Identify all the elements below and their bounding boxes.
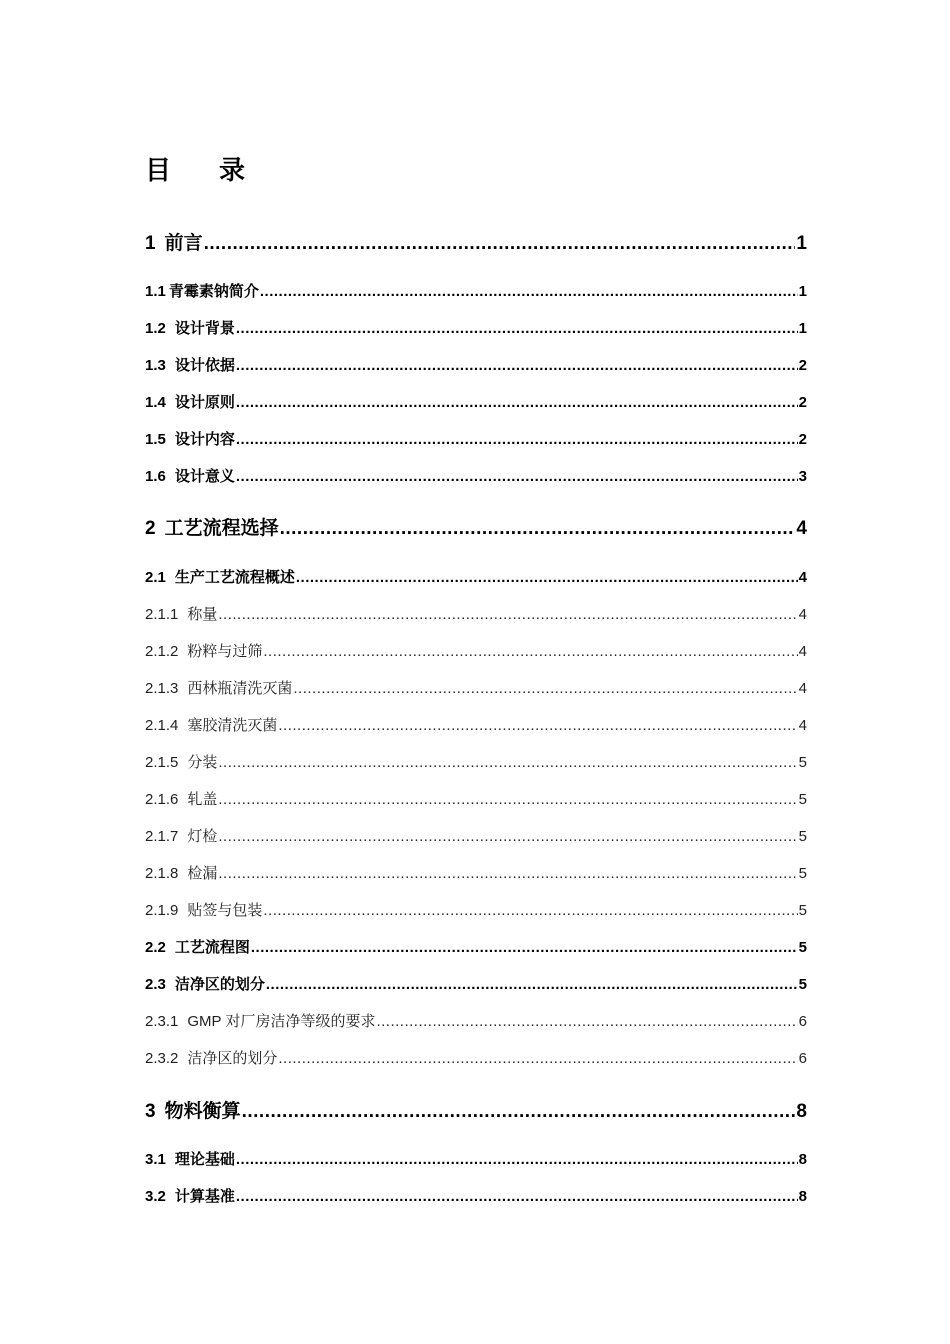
toc-entry-page: 6 (798, 1050, 807, 1067)
toc-entry[interactable] (145, 825, 807, 846)
toc-entry-number: 3.1 (145, 1151, 166, 1168)
toc-entry-label: 轧盖 (187, 791, 218, 808)
toc-entry-number: 2.3.2 (145, 1050, 179, 1067)
toc-title-char-2: 录 (219, 155, 246, 185)
toc-leader-dots (266, 976, 798, 993)
toc-entry-number: 1.4 (145, 394, 166, 411)
toc-entry[interactable] (145, 1185, 807, 1206)
toc-entry-page: 5 (798, 828, 807, 845)
toc-leader-dots (236, 468, 798, 485)
toc-entry[interactable] (145, 566, 807, 587)
toc-entry[interactable] (145, 354, 807, 375)
toc-leader-dots (218, 828, 797, 845)
toc-entry-number: 2.1.1 (145, 606, 179, 623)
toc-entry-label: 前言 (164, 233, 203, 254)
toc-entry[interactable] (145, 714, 807, 735)
toc-entry[interactable] (145, 1010, 807, 1031)
toc-entry[interactable] (145, 1148, 807, 1169)
toc-entry[interactable] (145, 751, 807, 772)
toc-entry-number: 3.2 (145, 1188, 166, 1205)
toc-entry-label: 检漏 (187, 865, 218, 882)
toc-leader-dots (251, 939, 798, 956)
toc-entry[interactable] (145, 677, 807, 698)
toc-entry-number: 2.1.4 (145, 717, 179, 734)
toc-entry-label: 称量 (187, 606, 218, 623)
toc-entry-label: 洁净区的划分 (174, 976, 265, 993)
toc-entry[interactable] (145, 280, 807, 301)
toc-entry-number: 2.1.5 (145, 754, 179, 771)
toc-entry-number: 2.1 (145, 569, 166, 586)
toc-entry[interactable] (145, 899, 807, 920)
toc-entry-page: 4 (798, 680, 807, 697)
toc-leader-dots (236, 320, 798, 337)
toc-entry-label: 工艺流程图 (174, 939, 250, 956)
toc-leader-dots (278, 1050, 797, 1067)
toc-entry-page: 4 (798, 643, 807, 660)
toc-leader-dots (218, 754, 797, 771)
toc-entry-number: 1.2 (145, 320, 166, 337)
toc-leader-dots (236, 394, 798, 411)
toc-entry-page: 5 (798, 976, 807, 993)
toc-entry-label: 理论基础 (174, 1151, 235, 1168)
toc-entry[interactable] (145, 391, 807, 412)
toc-leader-dots (263, 902, 797, 919)
toc-entry[interactable] (145, 1096, 807, 1123)
toc-entry-label: 设计内容 (174, 431, 235, 448)
toc-entry-page: 8 (798, 1151, 807, 1168)
toc-entry-label: 设计背景 (174, 320, 235, 337)
toc-entry[interactable] (145, 228, 807, 255)
toc-leader-dots (376, 1013, 797, 1030)
toc-entry[interactable] (145, 428, 807, 449)
toc-entry-label: 计算基准 (174, 1188, 235, 1205)
toc-entry-page: 5 (798, 791, 807, 808)
toc-entry-page: 8 (796, 1101, 807, 1122)
toc-entry-number: 1.6 (145, 468, 166, 485)
toc-entry-page: 2 (798, 357, 807, 374)
toc-leader-dots (293, 680, 797, 697)
toc-entry-number: 2.3.1 (145, 1013, 179, 1030)
toc-entry-page: 5 (798, 902, 807, 919)
toc-leader-dots (236, 431, 798, 448)
toc-title (145, 150, 245, 187)
toc-leader-dots (236, 1151, 798, 1168)
toc-entry-page: 5 (798, 754, 807, 771)
toc-entry-page: 5 (798, 939, 807, 956)
toc-entry-label: 贴签与包装 (187, 902, 263, 919)
toc-entry[interactable] (145, 1047, 807, 1068)
toc-entry[interactable] (145, 862, 807, 883)
toc-entry-page: 4 (796, 518, 807, 539)
toc-leader-dots (218, 791, 797, 808)
toc-entry[interactable] (145, 513, 807, 540)
toc-entry-number: 1.1 (145, 283, 166, 300)
toc-leader-dots (296, 569, 798, 586)
toc-entry-number: 2.1.2 (145, 643, 179, 660)
toc-leader-dots (260, 283, 798, 300)
toc-entry[interactable] (145, 317, 807, 338)
toc-entry-label: 分装 (187, 754, 218, 771)
toc-leader-dots (236, 357, 798, 374)
toc-entry-number: 1.3 (145, 357, 166, 374)
toc-entry-number: 1.5 (145, 431, 166, 448)
toc-leader-dots (236, 1188, 798, 1205)
toc-entry-number: 2.1.9 (145, 902, 179, 919)
toc-entry-label: 生产工艺流程概述 (174, 569, 295, 586)
toc-entry-number: 3 (145, 1101, 156, 1122)
toc-entry-number: 2.1.7 (145, 828, 179, 845)
toc-entry-page: 1 (798, 320, 807, 337)
toc-entry[interactable] (145, 603, 807, 624)
toc-entry[interactable] (145, 465, 807, 486)
toc-entry-number: 2.3 (145, 976, 166, 993)
toc-leader-dots (263, 643, 797, 660)
toc-entry[interactable] (145, 640, 807, 661)
toc-entry-number: 2 (145, 518, 156, 539)
toc-entry-page: 3 (798, 468, 807, 485)
toc-entry-page: 2 (798, 431, 807, 448)
toc-leader-dots (204, 233, 796, 255)
toc-entry-label: 粉粹与过筛 (187, 643, 263, 660)
toc-entry[interactable] (145, 936, 807, 957)
toc-entry-page: 4 (798, 569, 807, 586)
toc-entry-number: 2.1.3 (145, 680, 179, 697)
toc-entry[interactable] (145, 973, 807, 994)
toc-entry-page: 5 (798, 865, 807, 882)
toc-leader-dots (218, 606, 797, 623)
toc-entry-number: 2.2 (145, 939, 166, 956)
toc-leader-dots (218, 865, 797, 882)
toc-entry-label: 洁净区的划分 (187, 1050, 278, 1067)
toc-entry-label: 工艺流程选择 (164, 518, 279, 539)
toc-entry-page: 1 (798, 283, 807, 300)
toc-entry-label: 灯检 (187, 828, 218, 845)
toc-entry-number: 2.1.8 (145, 865, 179, 882)
toc-entry-page: 4 (798, 717, 807, 734)
toc-entry-page: 1 (796, 233, 807, 254)
toc-entry-label: 塞胶清洗灭菌 (187, 717, 278, 734)
toc-entry[interactable] (145, 788, 807, 809)
toc-leader-dots (242, 1101, 796, 1123)
toc-entry-number: 1 (145, 233, 156, 254)
toc-entry-label: GMP 对厂房洁净等级的要求 (187, 1013, 376, 1030)
toc-title-char-1: 目 (145, 155, 172, 185)
toc-leader-dots (280, 518, 796, 540)
toc-entry-number: 2.1.6 (145, 791, 179, 808)
toc-entry-label: 物料衡算 (164, 1101, 241, 1122)
toc-leader-dots (278, 717, 797, 734)
toc-entry-label: 青霉素钠简介 (168, 283, 259, 300)
toc-entry-page: 2 (798, 394, 807, 411)
toc-entry-label: 设计意义 (174, 468, 235, 485)
toc-entry-label: 设计原则 (174, 394, 235, 411)
toc-entry-label: 设计依据 (174, 357, 235, 374)
toc-entry-page: 4 (798, 606, 807, 623)
toc-entry-page: 8 (798, 1188, 807, 1205)
toc-entry-label: 西林瓶清洗灭菌 (187, 680, 293, 697)
toc-entry-page: 6 (798, 1013, 807, 1030)
